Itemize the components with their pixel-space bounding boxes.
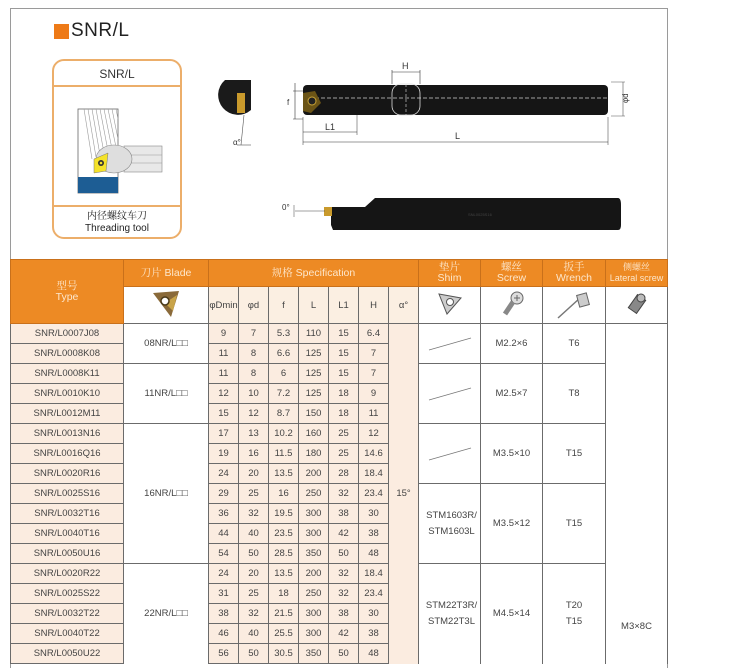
table-row — [11, 364, 668, 384]
dmin-cell: 24 — [209, 464, 239, 484]
screw-cell: M4.5×14 — [481, 564, 543, 664]
section-title — [54, 20, 129, 42]
shim-icon — [435, 290, 465, 318]
L-cell: 250 — [299, 484, 329, 504]
lateral-en: Lateral screw — [609, 273, 664, 283]
type-en: Type — [55, 290, 79, 303]
f-cell: 7.2 — [269, 384, 299, 404]
shim-line-2: STM22T3L — [428, 615, 475, 627]
table-row — [11, 484, 668, 504]
caption-english: Threading tool — [85, 223, 149, 234]
L1-cell: 38 — [329, 604, 359, 624]
dmin-cell: 15 — [209, 404, 239, 424]
L-cell: 250 — [299, 584, 329, 604]
shim-en: Shim — [437, 272, 462, 284]
f-cell: 18 — [269, 584, 299, 604]
H-cell: 30 — [359, 604, 389, 624]
col-header-blade: 刀片 Blade — [124, 260, 209, 287]
L-cell: 180 — [299, 444, 329, 464]
shim-image-cell — [419, 287, 481, 324]
threading-tool-illustration — [54, 89, 180, 207]
type-cell: SNR/L0050U16 — [11, 544, 124, 564]
specification-table — [10, 259, 668, 664]
L-cell: 200 — [299, 564, 329, 584]
tool-dimension-diagram — [215, 55, 635, 240]
table-row — [11, 424, 668, 444]
L1-cell: 15 — [329, 364, 359, 384]
f-cell: 21.5 — [269, 604, 299, 624]
type-cell: SNR/L0008K08 — [11, 344, 124, 364]
f-cell: 10.2 — [269, 424, 299, 444]
dmin-cell: 17 — [209, 424, 239, 444]
type-cell: SNR/L0020R22 — [11, 564, 124, 584]
d-cell: 25 — [239, 484, 269, 504]
L1-cell: 42 — [329, 524, 359, 544]
screw-en: Screw — [496, 272, 527, 284]
screw-cell: M2.2×6 — [481, 324, 543, 364]
H-cell: 6.4 — [359, 324, 389, 344]
L1-cell: 32 — [329, 484, 359, 504]
table-row — [11, 324, 668, 344]
dmin-cell: 31 — [209, 584, 239, 604]
H-cell: 48 — [359, 544, 389, 564]
end-view-icon — [218, 80, 251, 147]
f-cell: 23.5 — [269, 524, 299, 544]
subheader-alpha: α° — [389, 287, 419, 324]
H-cell: 11 — [359, 404, 389, 424]
type-cell: SNR/L0008K11 — [11, 364, 124, 384]
d-cell: 12 — [239, 404, 269, 424]
f-cell: 30.5 — [269, 644, 299, 664]
wrench-cell: T15 — [543, 484, 606, 564]
L-cell: 125 — [299, 364, 329, 384]
shim-cell — [419, 364, 481, 424]
wrench-cell: T8 — [543, 364, 606, 424]
wrench-cell: T15 — [543, 424, 606, 484]
blade-image-cell — [124, 287, 209, 324]
type-cell: SNR/L0040T16 — [11, 524, 124, 544]
L-cell: 160 — [299, 424, 329, 444]
lateral-screw-icon — [622, 290, 652, 318]
L1-cell: 42 — [329, 624, 359, 644]
dmin-cell: 19 — [209, 444, 239, 464]
header-row-1 — [11, 260, 668, 287]
wrench-image-cell — [543, 287, 606, 324]
L-cell: 300 — [299, 624, 329, 644]
table-row — [11, 564, 668, 584]
H-cell: 7 — [359, 344, 389, 364]
L-cell: 300 — [299, 504, 329, 524]
L-cell: 350 — [299, 644, 329, 664]
svg-text:φd: φd — [621, 93, 630, 103]
L-cell: 110 — [299, 324, 329, 344]
L1-cell: 32 — [329, 564, 359, 584]
dmin-cell: 36 — [209, 504, 239, 524]
f-cell: 19.5 — [269, 504, 299, 524]
subheader-dmin: φDmin — [209, 287, 239, 324]
L-cell: 300 — [299, 524, 329, 544]
type-cell: SNR/L0012M11 — [11, 404, 124, 424]
shim-cn: 垫片 — [439, 261, 460, 273]
card-header: SNR/L — [54, 61, 180, 87]
dmin-cell: 11 — [209, 344, 239, 364]
svg-text:L: L — [455, 131, 461, 141]
shim-cell — [419, 324, 481, 364]
dmin-cell: 54 — [209, 544, 239, 564]
d-cell: 25 — [239, 584, 269, 604]
type-cell: SNR/L0020R16 — [11, 464, 124, 484]
svg-text:α°: α° — [233, 138, 241, 147]
f-cell: 6 — [269, 364, 299, 384]
d-cell: 40 — [239, 624, 269, 644]
L-cell: 200 — [299, 464, 329, 484]
f-cell: 5.3 — [269, 324, 299, 344]
L1-cell: 32 — [329, 584, 359, 604]
col-header-screw — [481, 260, 543, 287]
subheader-H: H — [359, 287, 389, 324]
blade-cell: 16NR/L□□ — [124, 424, 209, 564]
blade-cell: 22NR/L□□ — [124, 564, 209, 664]
blade-cell: 08NR/L□□ — [124, 324, 209, 364]
type-cell: SNR/L0025S16 — [11, 484, 124, 504]
dmin-cell: 56 — [209, 644, 239, 664]
dmin-cell: 9 — [209, 324, 239, 344]
shim-cell — [419, 564, 481, 664]
type-cn: 型号 — [56, 279, 78, 292]
type-cell: SNR/L0007J08 — [11, 324, 124, 344]
L-cell: 150 — [299, 404, 329, 424]
dmin-cell: 11 — [209, 364, 239, 384]
orange-square-icon — [54, 24, 69, 39]
subheader-L: L — [299, 287, 329, 324]
d-cell: 20 — [239, 564, 269, 584]
H-cell: 18.4 — [359, 564, 389, 584]
type-cell: SNR/L0013N16 — [11, 424, 124, 444]
L-cell: 125 — [299, 344, 329, 364]
H-cell: 38 — [359, 524, 389, 544]
shim-line-2: STM1603L — [428, 525, 475, 537]
d-cell: 40 — [239, 524, 269, 544]
L-cell: 350 — [299, 544, 329, 564]
shim-line-1: STM1603R/ — [426, 509, 477, 521]
L-cell: 125 — [299, 384, 329, 404]
screw-cn: 螺丝 — [501, 261, 522, 273]
type-cell: SNR/L0025S22 — [11, 584, 124, 604]
L1-cell: 18 — [329, 404, 359, 424]
d-cell: 32 — [239, 604, 269, 624]
L-cell: 300 — [299, 604, 329, 624]
L1-cell: 25 — [329, 444, 359, 464]
wrench-line-2: T15 — [565, 615, 583, 627]
f-cell: 13.5 — [269, 564, 299, 584]
not-applicable-slash-icon — [425, 386, 475, 402]
dmin-cell: 24 — [209, 564, 239, 584]
d-cell: 16 — [239, 444, 269, 464]
shim-cell — [419, 484, 481, 564]
svg-text:H: H — [402, 61, 409, 71]
subheader-f: f — [269, 287, 299, 324]
dmin-cell: 44 — [209, 524, 239, 544]
col-header-spec: 规格 Specification — [209, 260, 419, 287]
col-header-wrench — [543, 260, 606, 287]
d-cell: 8 — [239, 344, 269, 364]
d-cell: 20 — [239, 464, 269, 484]
subheader-L1: L1 — [329, 287, 359, 324]
screw-cell: M3.5×10 — [481, 424, 543, 484]
wrench-cell: T6 — [543, 324, 606, 364]
f-cell: 16 — [269, 484, 299, 504]
tool-type-card — [52, 59, 182, 239]
dmin-cell: 38 — [209, 604, 239, 624]
d-cell: 8 — [239, 364, 269, 384]
lateral-screw-cell: M3×8C — [606, 324, 668, 664]
d-cell: 32 — [239, 504, 269, 524]
screw-image-cell — [481, 287, 543, 324]
f-cell: 13.5 — [269, 464, 299, 484]
wrench-line-1: T20 — [565, 599, 583, 611]
H-cell: 48 — [359, 644, 389, 664]
L1-cell: 18 — [329, 384, 359, 404]
type-cell: SNR/L0010K10 — [11, 384, 124, 404]
f-cell: 25.5 — [269, 624, 299, 644]
f-cell: 8.7 — [269, 404, 299, 424]
torx-wrench-icon — [554, 288, 594, 320]
svg-text:L1: L1 — [325, 122, 336, 132]
wrench-cell — [543, 564, 606, 664]
shim-line-1: STM22T3R/ — [425, 599, 478, 611]
blade-cell: 11NR/L□□ — [124, 364, 209, 424]
d-cell: 10 — [239, 384, 269, 404]
H-cell: 12 — [359, 424, 389, 444]
subheader-d: φd — [239, 287, 269, 324]
col-header-shim — [419, 260, 481, 287]
caption-chinese: 内径螺纹车刀 — [87, 211, 147, 222]
H-cell: 38 — [359, 624, 389, 644]
insert-blade-icon — [149, 289, 183, 319]
svg-text:SNL0025S16: SNL0025S16 — [468, 212, 492, 217]
col-header-type — [11, 260, 124, 324]
type-cell: SNR/L0016Q16 — [11, 444, 124, 464]
H-cell: 23.4 — [359, 584, 389, 604]
L1-cell: 28 — [329, 464, 359, 484]
L1-cell: 15 — [329, 324, 359, 344]
card-caption — [54, 205, 180, 237]
shim-cell — [419, 424, 481, 484]
f-cell: 6.6 — [269, 344, 299, 364]
f-cell: 28.5 — [269, 544, 299, 564]
dmin-cell: 46 — [209, 624, 239, 644]
f-cell: 11.5 — [269, 444, 299, 464]
wrench-cn: 扳手 — [563, 261, 585, 273]
alpha-cell: 15° — [389, 324, 419, 664]
d-cell: 13 — [239, 424, 269, 444]
screw-cell: M3.5×12 — [481, 484, 543, 564]
L1-cell: 38 — [329, 504, 359, 524]
wrench-en: Wrench — [556, 272, 592, 284]
lateral-cn: 侧螺丝 — [622, 262, 650, 272]
L1-cell: 50 — [329, 644, 359, 664]
screw-cell: M2.5×7 — [481, 364, 543, 424]
H-cell: 30 — [359, 504, 389, 524]
type-cell: SNR/L0032T16 — [11, 504, 124, 524]
type-cell: SNR/L0040T22 — [11, 624, 124, 644]
dmin-cell: 29 — [209, 484, 239, 504]
col-header-lateral — [606, 260, 668, 287]
L1-cell: 25 — [329, 424, 359, 444]
d-cell: 50 — [239, 644, 269, 664]
d-cell: 50 — [239, 544, 269, 564]
section-title-text: SNR/L — [71, 20, 130, 41]
dmin-cell: 12 — [209, 384, 239, 404]
H-cell: 23.4 — [359, 484, 389, 504]
not-applicable-slash-icon — [425, 336, 475, 352]
H-cell: 9 — [359, 384, 389, 404]
lateral-image-cell — [606, 287, 668, 324]
H-cell: 14.6 — [359, 444, 389, 464]
d-cell: 7 — [239, 324, 269, 344]
H-cell: 18.4 — [359, 464, 389, 484]
L1-cell: 15 — [329, 344, 359, 364]
screw-icon — [497, 290, 527, 318]
not-applicable-slash-icon — [425, 446, 475, 462]
svg-text:0°: 0° — [282, 203, 290, 212]
H-cell: 7 — [359, 364, 389, 384]
type-cell: SNR/L0032T22 — [11, 604, 124, 624]
L1-cell: 50 — [329, 544, 359, 564]
svg-text:f: f — [287, 98, 290, 107]
type-cell: SNR/L0050U22 — [11, 644, 124, 664]
